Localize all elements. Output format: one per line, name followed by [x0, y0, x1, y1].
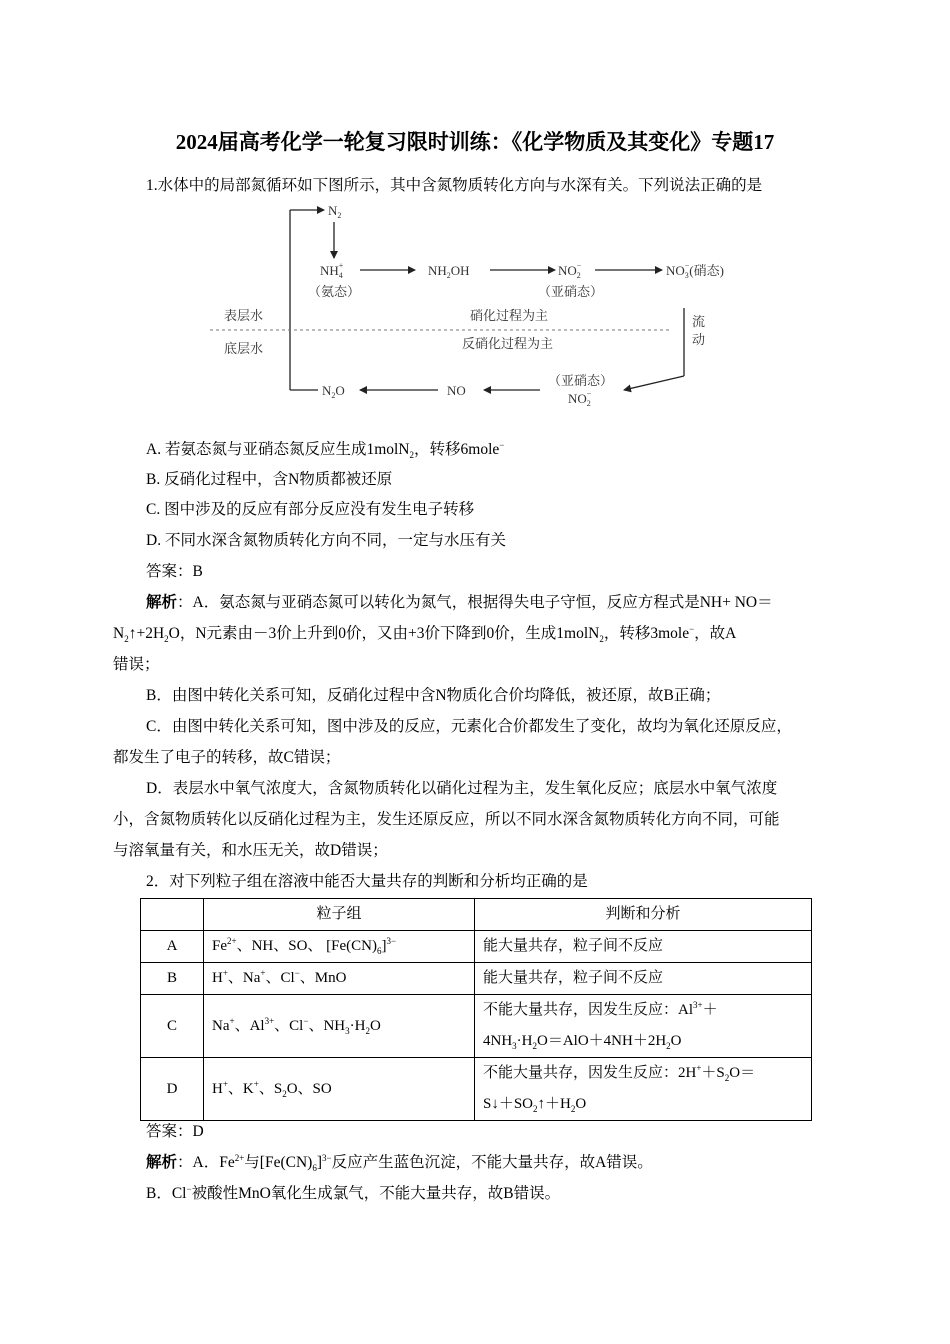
no-label: NO — [447, 383, 466, 398]
q2-answer: 答案：D — [146, 1123, 204, 1140]
table-row — [141, 995, 812, 1058]
q1-analysis-d-line1: D．表层水中氧气浓度大，含氮物质转化以硝化过程为主，发生氧化反应；底层水中氧气浓度 — [146, 780, 778, 797]
nitrogen-cycle-diagram — [200, 200, 740, 410]
q2-analysis-b: B．Cl−被酸性MnO氧化生成氯气，不能大量共存，故B错误。 — [146, 1183, 561, 1202]
q1-analysis-a-line1: 解析：A．氨态氮与亚硝态氮可以转化为氮气，根据得失电子守恒，反应方程式是NH+ NO＝ — [146, 594, 773, 611]
q1-analysis-c-line1: C．由图中转化关系可知，图中涉及的反应，元素化合价都发生了变化，故均为氧化还原反应， — [146, 718, 792, 735]
nh4-state-label: （氨态） — [308, 284, 361, 299]
bottom-water-label: 底层水 — [224, 341, 264, 356]
nh2oh-label: $NH_2OH$ — [428, 263, 470, 280]
q1-option-c: C. 图中涉及的反应有部分反应没有发生电子转移 — [146, 501, 475, 518]
q1-option-b: B. 反硝化过程中，含N物质都被还原 — [146, 471, 393, 488]
row-label: B — [141, 963, 204, 995]
flow-label-1: 流 — [692, 314, 706, 329]
n2o-label: $N_2O$ — [322, 383, 345, 400]
q2-analysis-a: 解析：A．$Fe^{2+}$与$[Fe(CN)_6]^{3-}$反应产生蓝色沉淀，不能大量共存，故A错误。 — [146, 1152, 653, 1174]
judgement: 能大量共存，粒子间不反应 — [475, 931, 812, 963]
q1-option-d: D. 不同水深含氮物质转化方向不同，一定与水压有关 — [146, 532, 506, 549]
nh4-label: $NH_4+$ — [320, 261, 344, 280]
no2-top-label: $NO_2-$ — [558, 261, 582, 280]
q1-analysis-d-line3: 与溶氧量有关，和水压无关，故D错误； — [113, 842, 388, 859]
table-row — [141, 1058, 812, 1121]
judgement: 不能大量共存，因发生反应：$2H^++S_2O=$ $S↓+SO_2↑+H_2O$ — [475, 1058, 812, 1121]
surface-water-label: 表层水 — [224, 308, 264, 323]
q1-analysis-a-line3: 错误； — [113, 656, 160, 673]
q1-stem: 1.水体中的局部氮循环如下图所示，其中含氮物质转化方向与水深有关。下列说法正确的是 — [146, 177, 763, 194]
particle-group: $Fe^{2+}$、NH、SO、 $[Fe(CN)_6]^{3-}$ — [204, 931, 475, 963]
particle-group: Na+、$Al^{3+}$、Cl−、$NH_3\cdot H_2O$ — [204, 995, 475, 1058]
page-title: 2024届高考化学一轮复习限时训练：《化学物质及其变化》专题17 — [175, 130, 775, 154]
row-label: C — [141, 995, 204, 1058]
table-header-cell — [141, 899, 204, 931]
table-header-cell: 粒子组 — [204, 899, 475, 931]
judgement: 能大量共存，粒子间不反应 — [475, 963, 812, 995]
particle-group: H+、K+、$S_2O$、SO — [204, 1058, 475, 1121]
q2-table — [140, 898, 812, 1121]
table-row — [141, 931, 812, 963]
denitrification-label: 反硝化过程为主 — [462, 336, 554, 351]
q1-analysis-d-line2: 小，含氮物质转化以反硝化过程为主，发生还原反应，所以不同水深含氮物质转化方向不同，可能 — [113, 811, 780, 828]
particle-group: H+、Na+、Cl−、MnO — [204, 963, 475, 995]
q1-option-a: A. 若氨态氮与亚硝态氮反应生成1molN$_2$，转移6mole− — [146, 439, 505, 461]
q1-analysis-b: B．由图中转化关系可知，反硝化过程中含N物质化合价均降低，被还原，故B正确； — [146, 687, 721, 704]
judgement: 不能大量共存，因发生反应：$Al^{3+}+$ $4NH_3\cdot H_2O=AlO+4NH+2H_2O$ — [475, 995, 812, 1058]
q1-analysis-a-line2: $N_2↑+2H_2O$，N元素由－3价上升到0价，又由+3价下降到0价，生成1molN$_2$，转移3mole−，故A — [113, 623, 737, 645]
flow-label-2: 动 — [692, 332, 706, 347]
row-label: D — [141, 1058, 204, 1121]
q2-stem: 2．对下列粒子组在溶液中能否大量共存的判断和分析均正确的是 — [146, 873, 588, 890]
row-label: A — [141, 931, 204, 963]
nitrification-label: 硝化过程为主 — [470, 308, 549, 323]
no2-top-state-label: （亚硝态） — [538, 284, 604, 299]
no2-bottom-label: $NO_2-$ — [568, 389, 592, 408]
table-row — [141, 963, 812, 995]
table-header-row — [141, 899, 812, 931]
q1-analysis-c-line2: 都发生了电子的转移，故C错误； — [113, 749, 341, 766]
n2-label: $N_2$ — [328, 203, 342, 220]
no2-bottom-state-label: （亚硝态） — [548, 373, 614, 388]
arrow-flow-to-no2 — [624, 376, 684, 390]
q1-answer: 答案：B — [146, 563, 203, 580]
table-header-cell: 判断和分析 — [475, 899, 812, 931]
no3-label: $NO_3-$(硝态) — [666, 261, 724, 280]
